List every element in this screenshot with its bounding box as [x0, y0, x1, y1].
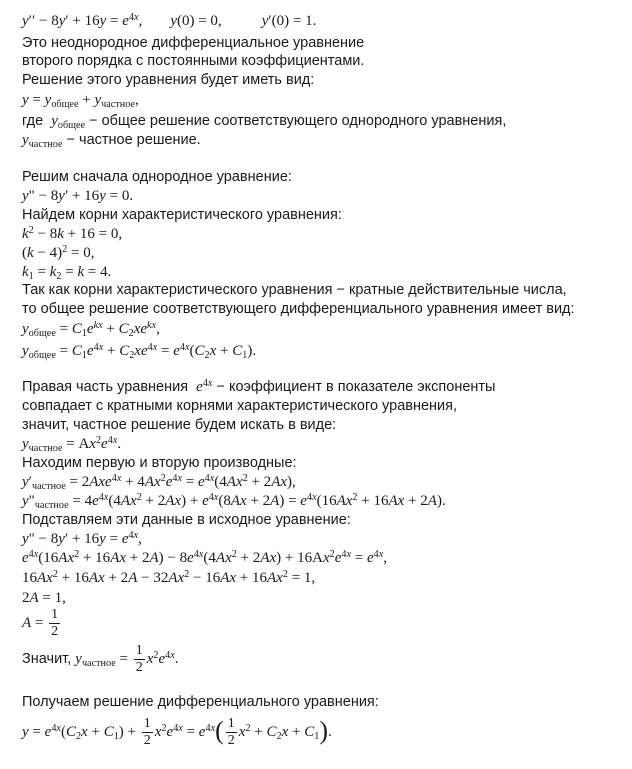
- text-line: то общее решение соответствующего дифференциального уравнения имеет вид:: [22, 301, 575, 317]
- text-line: Решение этого уравнения будет иметь вид:: [22, 72, 315, 88]
- formula: $k^2 - 8k + 16 = 0$,: [22, 224, 123, 242]
- text-line: совпадает с кратными корнями характеристического уравнения,: [22, 398, 458, 414]
- formula: y" − 8y′ + 16y = 0.: [22, 188, 134, 204]
- formula: 2A = 1,: [22, 590, 66, 606]
- final-solution: $y = e^{4x}(C_2x + C_1)$ + $\frac{1}{2}$ $x^2e^{4x} = e^{4x}$( $\frac{1}{2}$ $x^2 + C_2x + C_1$).: [22, 715, 332, 749]
- formula: $(k - 4)^2 = 0$,: [22, 243, 95, 261]
- text-line: Находим первую и вторую производные:: [22, 455, 297, 471]
- text-line: Получаем решение дифференциального уравнения:: [22, 694, 379, 710]
- text-line: значит, частное решение будем искать в виде:: [22, 417, 337, 433]
- formula: y" − $8y' + 16y = e^{4x}$,: [22, 529, 142, 547]
- text-line: где $y_{общее}$ − общее решение соответствующего однородного уравнения,: [22, 113, 507, 132]
- text-line: Это неоднородное дифференциальное уравнение: [22, 35, 365, 51]
- formula: $16Ax^2 + 16Ax + 2A - 32Ax^2 - 16Ax + 16Ax^2 = 1$,: [22, 568, 316, 586]
- text-line: Так как корни характеристического уравнения − кратные действительные числа,: [22, 282, 567, 298]
- text-line: Подставляем эти данные в исходное уравнение:: [22, 512, 351, 528]
- text-line: Правая часть уравнения $e^{4x}$ − коэффициент в показателе экспоненты: [22, 377, 496, 395]
- text-line: $y_{частное}$ − частное решение.: [22, 132, 201, 151]
- text-line: Значит, $y_{частное}$ = $\frac{1}{2}$ $x^2e^{4x}$.: [22, 643, 179, 676]
- formula: $k_1 = k_2 = k = 4$.: [22, 264, 112, 283]
- text-line: Найдем корни характеристического уравнения:: [22, 207, 342, 223]
- text-line: Решим сначала однородное уравнение:: [22, 169, 292, 185]
- formula: $y_{общее} = C_1e^{4x} + C_2xe^{4x} = e^{4x}(C_2x + C_1)$.: [22, 341, 257, 362]
- formula: $y = y_{общее} + y_{частное}$,: [22, 92, 139, 111]
- problem-equation: $y'' - 8y' + 16y = e^{4x}$, y(0) = 0, y′(0) = 1.: [22, 11, 317, 29]
- text-line: второго порядка с постоянными коэффициентами.: [22, 53, 365, 69]
- formula: $e^{4x}(16Ax^2 + 16Ax + 2A) - 8e^{4x}(4Ax^2 + 2Ax) + 16Ax^2e^{4x} = e^{4x}$,: [22, 548, 388, 566]
- formula: A = $\frac{1}{2}$: [22, 607, 59, 640]
- formula: $y_{частное} = Ax^2e^{4x}$.: [22, 434, 122, 455]
- formula: $y'_{частное} = 2Axe^{4x} + 4Ax^2e^{4x} = e^{4x}(4Ax^2 + 2Ax)$,: [22, 472, 296, 493]
- formula: $y"_{частное} = 4e^{4x}(4Ax^2 + 2Ax) + e^{4x}(8Ax + 2A) = e^{4x}(16Ax^2 + 16Ax + 2A)$.: [22, 491, 446, 512]
- formula: $y_{общее} = C_1e^{kx} + C_2xe^{kx}$,: [22, 319, 160, 340]
